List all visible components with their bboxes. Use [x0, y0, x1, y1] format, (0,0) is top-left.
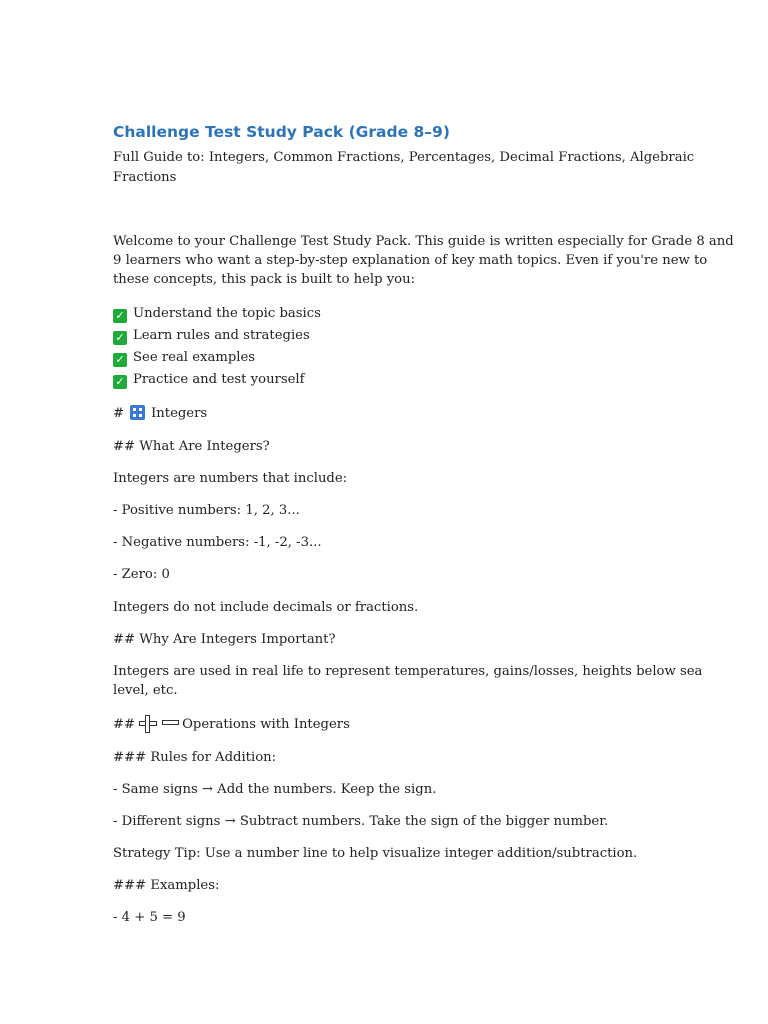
check-mark-icon: ✓ [113, 375, 127, 389]
what-are-integers-heading: ## What Are Integers? [113, 439, 270, 454]
example-item: - 4 + 5 = 9 [113, 910, 186, 925]
paragraph-line: level, etc. [113, 683, 178, 698]
examples-heading: ### Examples: [113, 878, 220, 893]
list-item: - Zero: 0 [113, 567, 170, 582]
why-integers-heading: ## Why Are Integers Important? [113, 632, 336, 647]
checklist-item-label: Understand the topic basics [133, 306, 321, 321]
list-item: - Positive numbers: 1, 2, 3... [113, 503, 300, 518]
intro-paragraph-line: Welcome to your Challenge Test Study Pack. This guide is written especially for Grade 8 and [113, 234, 734, 249]
subtitle-line: Full Guide to: Integers, Common Fractions, Percentages, Decimal Fractions, Algebraic [113, 150, 695, 165]
intro-paragraph-line: 9 learners who want a step-by-step explanation of key math topics. Even if you're new to [113, 253, 708, 268]
paragraph: Integers do not include decimals or fractions. [113, 600, 419, 615]
operations-heading [113, 715, 350, 735]
checklist-item [113, 348, 255, 368]
input-numbers-icon [130, 405, 145, 420]
heavy-minus-icon [162, 720, 179, 725]
checklist-item [113, 326, 310, 346]
list-item: - Same signs → Add the numbers. Keep the sign. [113, 782, 437, 797]
integers-heading-text: Integers [151, 406, 208, 421]
page-title: Challenge Test Study Pack (Grade 8–9) [113, 123, 450, 141]
list-item: - Different signs → Subtract numbers. Take the sign of the bigger number. [113, 814, 609, 829]
checklist-item-label: Learn rules and strategies [133, 328, 310, 343]
addition-rules-heading: ### Rules for Addition: [113, 750, 277, 765]
integers-heading [113, 404, 207, 424]
checklist-item-label: See real examples [133, 350, 256, 365]
paragraph: Integers are numbers that include: [113, 471, 348, 486]
strategy-tip: Strategy Tip: Use a number line to help visualize integer addition/subtraction. [113, 846, 638, 861]
heavy-plus-icon [139, 715, 155, 731]
subtitle-line: Fractions [113, 170, 177, 185]
list-item: - Negative numbers: -1, -2, -3... [113, 535, 322, 550]
checklist-item [113, 304, 321, 324]
checklist-item-label: Practice and test yourself [133, 372, 305, 387]
heading-marker: ## [113, 717, 136, 732]
check-mark-icon: ✓ [113, 331, 127, 345]
check-mark-icon: ✓ [113, 309, 127, 323]
operations-heading-text: Operations with Integers [182, 717, 350, 732]
paragraph-line: Integers are used in real life to represent temperatures, gains/losses, heights below sea [113, 664, 703, 679]
checklist-item [113, 370, 305, 390]
heading-marker: # [113, 406, 125, 421]
intro-paragraph-line: these concepts, this pack is built to help you: [113, 272, 416, 287]
check-mark-icon: ✓ [113, 353, 127, 367]
